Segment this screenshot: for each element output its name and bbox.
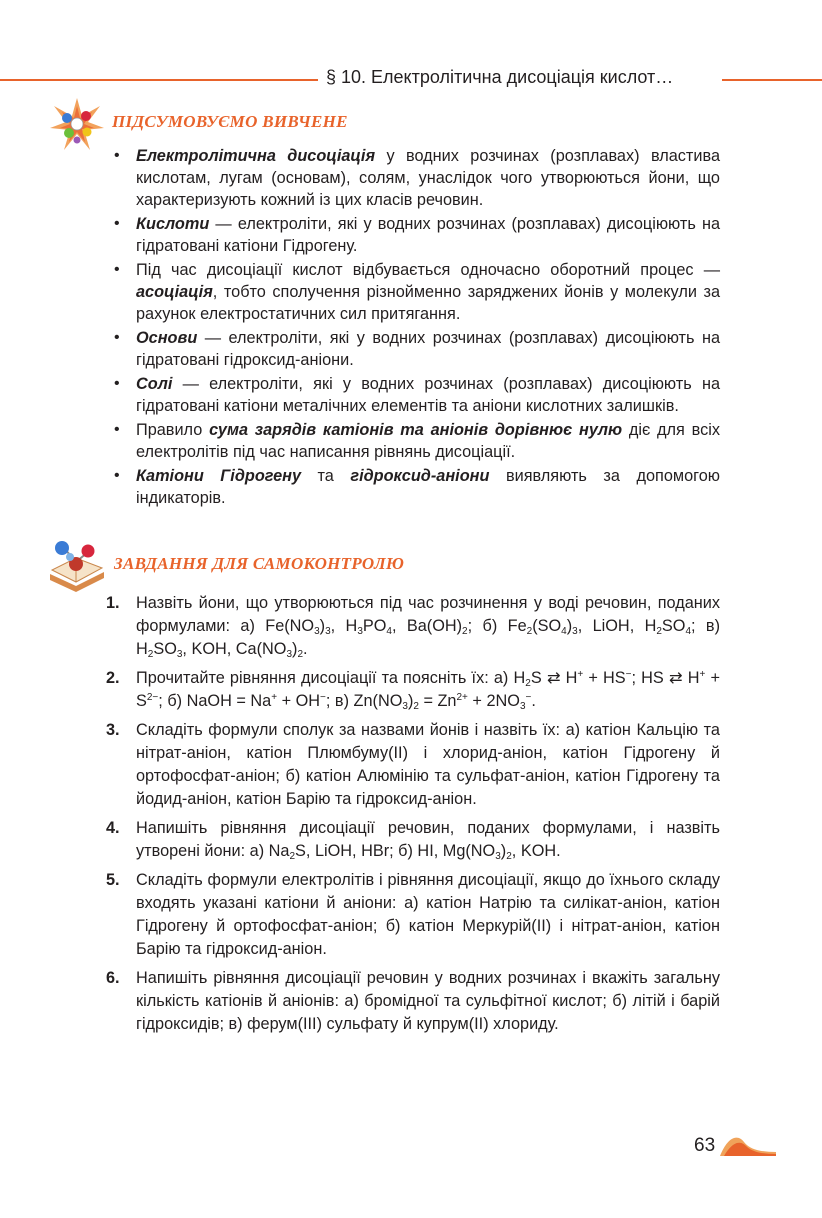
header-rule-right [722, 79, 822, 81]
task-number: 2. [106, 669, 120, 687]
task-item: 3. Складіть формули сполук за назвами йонів і назвіть їх: а) катіон Кальцію та нітрат-аніон, катіон Плюмбуму(II) і хлорид-аніон, катіон Гідрогену й ортофосфат-аніон; б) катіон Алюмінію та сульфат-аніон, катіон Гідрогену та йодид-аніон, катіон Барію та гідроксид-аніон. [106, 721, 720, 808]
bullet-icon: • [114, 147, 120, 164]
task-number: 1. [106, 594, 120, 612]
task-item: 1. Назвіть йони, що утворюються під час розчинення у воді речовин, поданих формулами: а) $Fe(NO_3)_3$, $H_3PO_4$, $Ba(OH)_2$; б) $Fe_2(SO_4)_3$, LiOH, $H_2SO_4$; в) $H_2SO_3$, KOH, $Ca(NO_3)_2$. [106, 594, 720, 660]
page-number: 63 [694, 1135, 716, 1156]
list-item: • Катіони Гідрогену та гідроксид-аніони виявляють за допомогою індикаторів. [114, 467, 720, 507]
tasks-title: ЗАВДАННЯ ДЛЯ САМОКОНТРОЛЮ [114, 554, 405, 573]
list-item: • Електролітична дисоціація у водних розчинах (розплавах) властива кислотам, лугам (основам), солям, унаслідок чого утворюються йони, що характеризують кожний із цих класів речовин. [114, 147, 720, 209]
tasks-list [106, 592, 720, 1042]
task-item: 4. Напишіть рівняння дисоціації речовин, поданих формулами, і назвіть утворені йони: а) $Na_2S$, LiOH, HBr; б) HI, $Mg(NO_3)_2$, KOH. [106, 819, 720, 862]
molecule-book-icon [46, 540, 108, 592]
bullet-icon: • [114, 215, 120, 232]
molecule-star-icon [50, 98, 104, 150]
reversible-arrow-icon: ⇄ [668, 669, 683, 687]
bullet-icon: • [114, 421, 120, 438]
bullet-icon: • [114, 329, 120, 346]
task-item: 6. Напишіть рівняння дисоціації речовин у водних розчинах і вкажіть загальну кількість катіонів й аніонів: а) бромідної та сульфітної кислот; б) літій і барій гідроксидів; в) ферум(III) сульфату й купрум(II) хлориду. [106, 969, 720, 1033]
task-item: 2. Прочитайте рівняння дисоціації та поясніть їх: а) $H_2S$ ⇄ H+ + HS−; HS ⇄ $H^+ + S^{2-}$; б) NaOH = Na+ + OH−; в) $Zn(NO_3)_2 = Zn^{2+} + 2NO_3^-$. [106, 669, 720, 712]
list-item: • Солі — електроліти, які у водних розчинах (розплавах) дисоціюють на гідратовані катіони металічних елементів та аніони кислотних залишків. [114, 375, 720, 415]
task-number: 5. [106, 871, 120, 889]
task-number: 3. [106, 721, 120, 739]
bullet-icon: • [114, 467, 120, 484]
task-number: 4. [106, 819, 120, 837]
list-item: • Основи — електроліти, які у водних розчинах (розплавах) дисоціюють на гідратовані гідроксид-аніони. [114, 329, 720, 369]
header-rule-left [0, 79, 318, 81]
bullet-icon: • [114, 375, 120, 392]
list-item: • Правило сума зарядів катіонів та аніонів дорівнює нулю діє для всіх електролітів під час написання рівнянь дисоціації. [114, 421, 720, 461]
reversible-arrow-icon: ⇄ [546, 669, 561, 687]
header-title: § 10. Електролітична дисоціація кислот… [326, 67, 674, 87]
summary-title: ПІДСУМОВУЄМО ВИВЧЕНЕ [112, 112, 348, 131]
task-number: 6. [106, 969, 120, 987]
list-item: • Під час дисоціації кислот відбувається одночасно оборотний процес — асоціація, тобто сполучення різнойменно заряджених йонів у молекули за рахунок електростатичних сил притягання. [114, 261, 720, 323]
list-item: • Кислоти — електроліти, які у водних розчинах (розплавах) дисоціюють на гідратовані катіони Гідрогену. [114, 215, 720, 255]
summary-list [112, 145, 720, 511]
task-item: 5. Складіть формули електролітів і рівняння дисоціації, якщо до їхнього складу входять указані катіони й аніони: а) катіон Натрію та силікат-аніон, катіон Гідрогену й ортофосфат-аніон; б) катіон Меркурій(II) і нітрат-аніон, катіон Барію та гідроксид-аніон. [106, 871, 720, 958]
bullet-icon: • [114, 261, 120, 278]
running-header [0, 66, 822, 96]
swoosh-icon [718, 1132, 778, 1158]
